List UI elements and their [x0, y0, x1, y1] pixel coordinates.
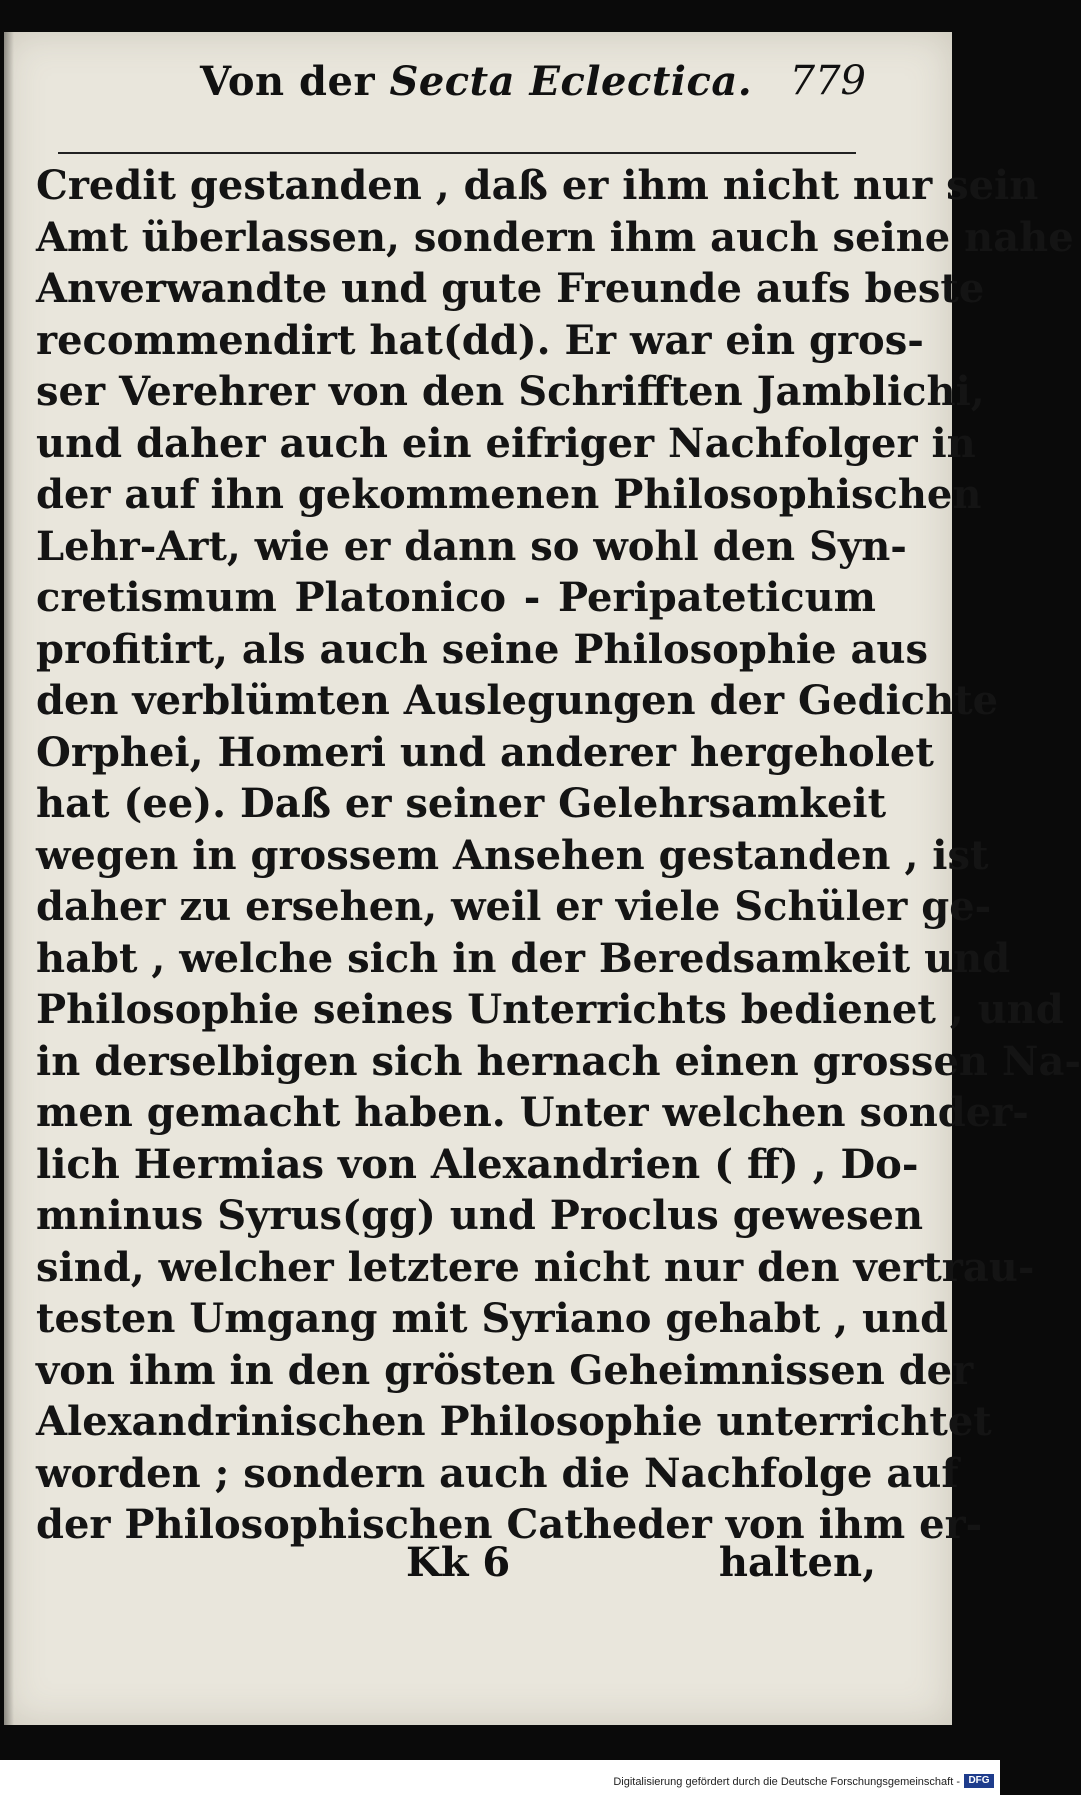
text-line: recommendirt hat(dd). Er war ein gros- — [36, 316, 924, 364]
running-title-main: Von der — [200, 58, 390, 105]
signature-mark: Kk 6 — [406, 1539, 511, 1586]
spine-shadow — [4, 32, 14, 1725]
text-line: testen Umgang mit Syriano gehabt , und — [36, 1295, 949, 1342]
text-line: worden ; sondern auch die Nachfolge auf — [36, 1449, 959, 1497]
page-number: 779 — [789, 58, 866, 104]
text-line: profitirt, als auch seine Philosophie aus — [36, 625, 928, 673]
running-header — [200, 58, 866, 128]
text-line: men gemacht haben. Unter welchen sonder- — [36, 1089, 1029, 1136]
text-line: Alexandrinischen Philosophie unterrichtet — [36, 1398, 992, 1445]
text-line: der auf ihn gekommenen Philosophischen — [36, 471, 982, 518]
running-title — [200, 58, 752, 105]
text-line: Lehr-Art, wie er dann so wohl den Syn- — [36, 522, 907, 570]
text-line: sind, welcher letztere nicht nur den vertrau- — [36, 1243, 1035, 1291]
text-line: und daher auch ein eifriger Nachfolger in — [36, 419, 976, 467]
text-line: habt , welche sich in der Beredsamkeit und — [36, 934, 1011, 982]
text-line: cretismum Platonico - Peripateticum — [36, 574, 876, 621]
dfg-logo: DFG — [964, 1774, 994, 1788]
digitization-credit: Digitalisierung gefördert durch die Deutsche Forschungsgemeinschaft - — [613, 1776, 960, 1788]
text-line: ser Verehrer von den Schrifften Jamblichi, — [36, 368, 985, 415]
text-line: wegen in grossem Ansehen gestanden , ist — [36, 831, 989, 879]
text-line: von ihm in den grösten Geheimnissen der — [36, 1346, 974, 1394]
text-line: in derselbigen sich hernach einen grossen Na- — [36, 1037, 1081, 1085]
body-text — [36, 160, 1081, 1551]
page-footer — [36, 1538, 876, 1598]
text-line: Credit gestanden , daß er ihm nicht nur sein — [36, 162, 1039, 209]
header-rule — [58, 152, 856, 154]
text-line: Philosophie seines Unterrichts bedienet , und — [36, 986, 1064, 1033]
text-line: lich Hermias von Alexandrien ( ff) , Do- — [36, 1140, 919, 1188]
text-line: den verblümten Auslegungen der Gedichte — [36, 677, 999, 724]
text-line: mninus Syrus(gg) und Proclus gewesen — [36, 1192, 924, 1239]
running-title-sub: Secta Eclectica. — [389, 58, 753, 105]
text-line: Orphei, Homeri und anderer hergeholet — [36, 728, 934, 776]
text-line: hat (ee). Daß er seiner Gelehrsamkeit — [36, 780, 887, 827]
text-line: daher zu ersehen, weil er viele Schüler ge- — [36, 883, 992, 930]
text-line: der Philosophischen Catheder von ihm er- — [36, 1501, 983, 1548]
text-line: Anverwandte und gute Freunde aufs beste — [36, 265, 985, 312]
catchword: halten, — [718, 1539, 876, 1586]
text-line: Amt überlassen, sondern ihm auch seine nahe — [36, 213, 1074, 261]
